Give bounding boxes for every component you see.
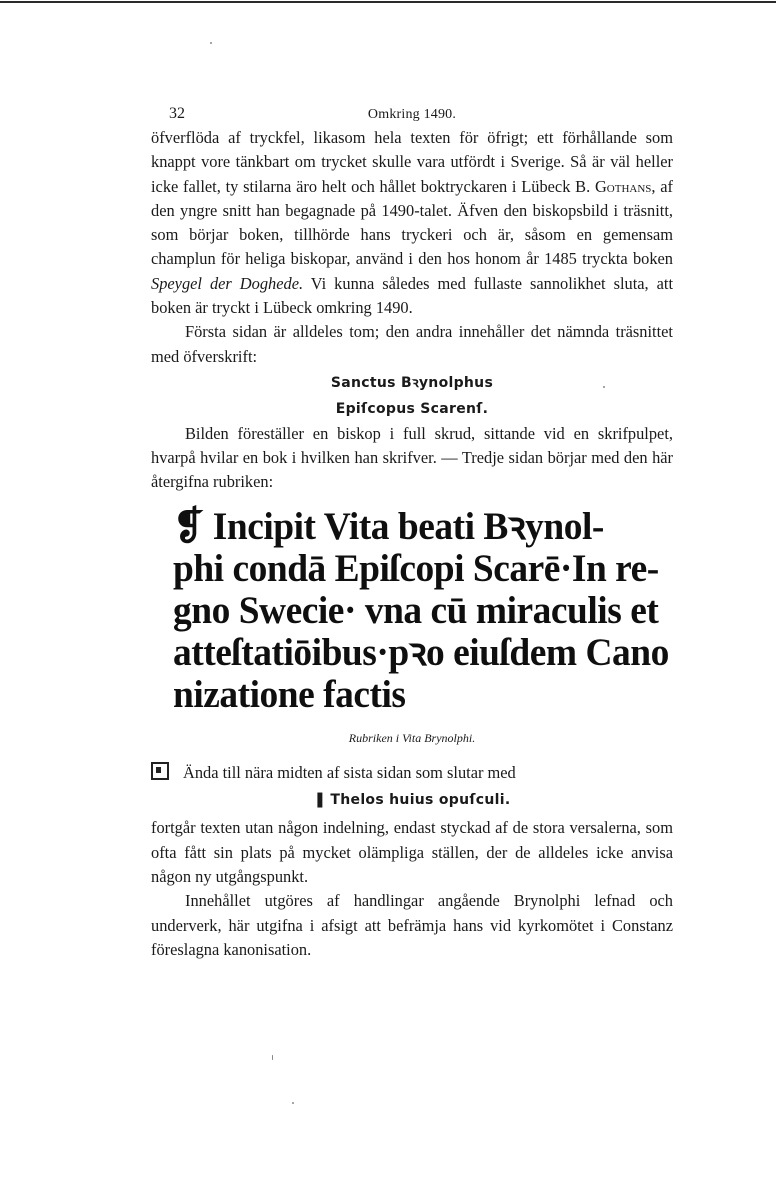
top-border-line <box>0 1 776 3</box>
paper-speck <box>292 1102 294 1104</box>
rubric-caption: Rubriken i Vita Brynolphi. <box>348 731 476 746</box>
paragraph-4: Ända till nära midten af sista sidan som slutar med <box>151 761 673 785</box>
paper-speck <box>210 42 212 44</box>
printer-name: Gothans <box>594 176 652 196</box>
paragraph-6: Innehållet utgöres af handlingar angående Brynolphi lefnad och underverk, här utgifna i afsigt att befrämja hans vid kyrkomötet i Constanz föreslagna kanonisation. <box>151 891 673 959</box>
paper-speck <box>603 386 605 388</box>
rubric-line: phi condā Epiſcopi Scarē·In re- <box>173 547 659 591</box>
page-header <box>151 100 673 126</box>
rubric-line: ❡ Incipit Vita beati Bꝛynol- <box>173 505 604 549</box>
page-number: 32 <box>169 105 185 122</box>
paragraph-3: Bilden föreställer en biskop i full skrud, sittande vid en skrifpulpet, hvarpå hvilar en bok i hvilken han skrifver. — Tredje sidan börjar med den här återgifna rubriken: <box>151 423 673 492</box>
paragraph-1: öfverflöda af tryckfel, likasom hela texten för öfrigt; ett förhållande som knappt vore tänkbart om trycket skulle vara utfördt i Sverige. Så är väl heller icke fallet, ty stilarna äro helt och hållet boktryckaren i Lübeck B. Gothans, af den yngre snitt han begagnade på 1490-talet. Äfven den biskopsbild i träsnitt, som börjar boken, tillhörde hans tryckeri och är, såsom en gemensam champlun för heliga biskopar, använd i den hos honom år 1485 tryckta boken Speygel der Doghede. Vi kunna således med fullaste sannolikhet sluta, att boken är tryckt i Lübeck omkring 1490. <box>151 128 673 318</box>
rubric-line: atteſtatiōibus·pꝛo eiuſdem Cano <box>173 631 669 675</box>
paragraph-5: fortgår texten utan någon indelning, endast styckad af de stora versalerna, som ofta fått sin plats på mycket olämpliga ställen, der de alldeles icke anvisa någon ny utgångspunkt. <box>151 818 673 886</box>
woodcut-heading-line-2: Epiſcopus Scarenſ. <box>335 401 489 418</box>
rubric-blackletter <box>173 505 669 717</box>
rubric-line: gno Swecie· vna cū miraculis et <box>173 589 659 633</box>
book-page <box>151 100 673 962</box>
book-title: Speygel der Doghede. <box>151 273 304 293</box>
ornament-icon <box>151 762 169 780</box>
ending-line: ❚ Thelos huius opuſculi. <box>313 790 511 809</box>
rubric-line: nizatione factis <box>173 673 406 717</box>
pilcrow-icon: ❚ <box>313 790 327 809</box>
woodcut-heading-line-1: Sanctus Bꝛynolphus <box>330 374 494 391</box>
running-title: Omkring 1490. <box>367 107 457 122</box>
paragraph-2: Första sidan är alldeles tom; den andra innehåller det nämnda träsnittet med öfverskrift: <box>151 322 673 366</box>
paper-speck <box>272 1055 273 1060</box>
